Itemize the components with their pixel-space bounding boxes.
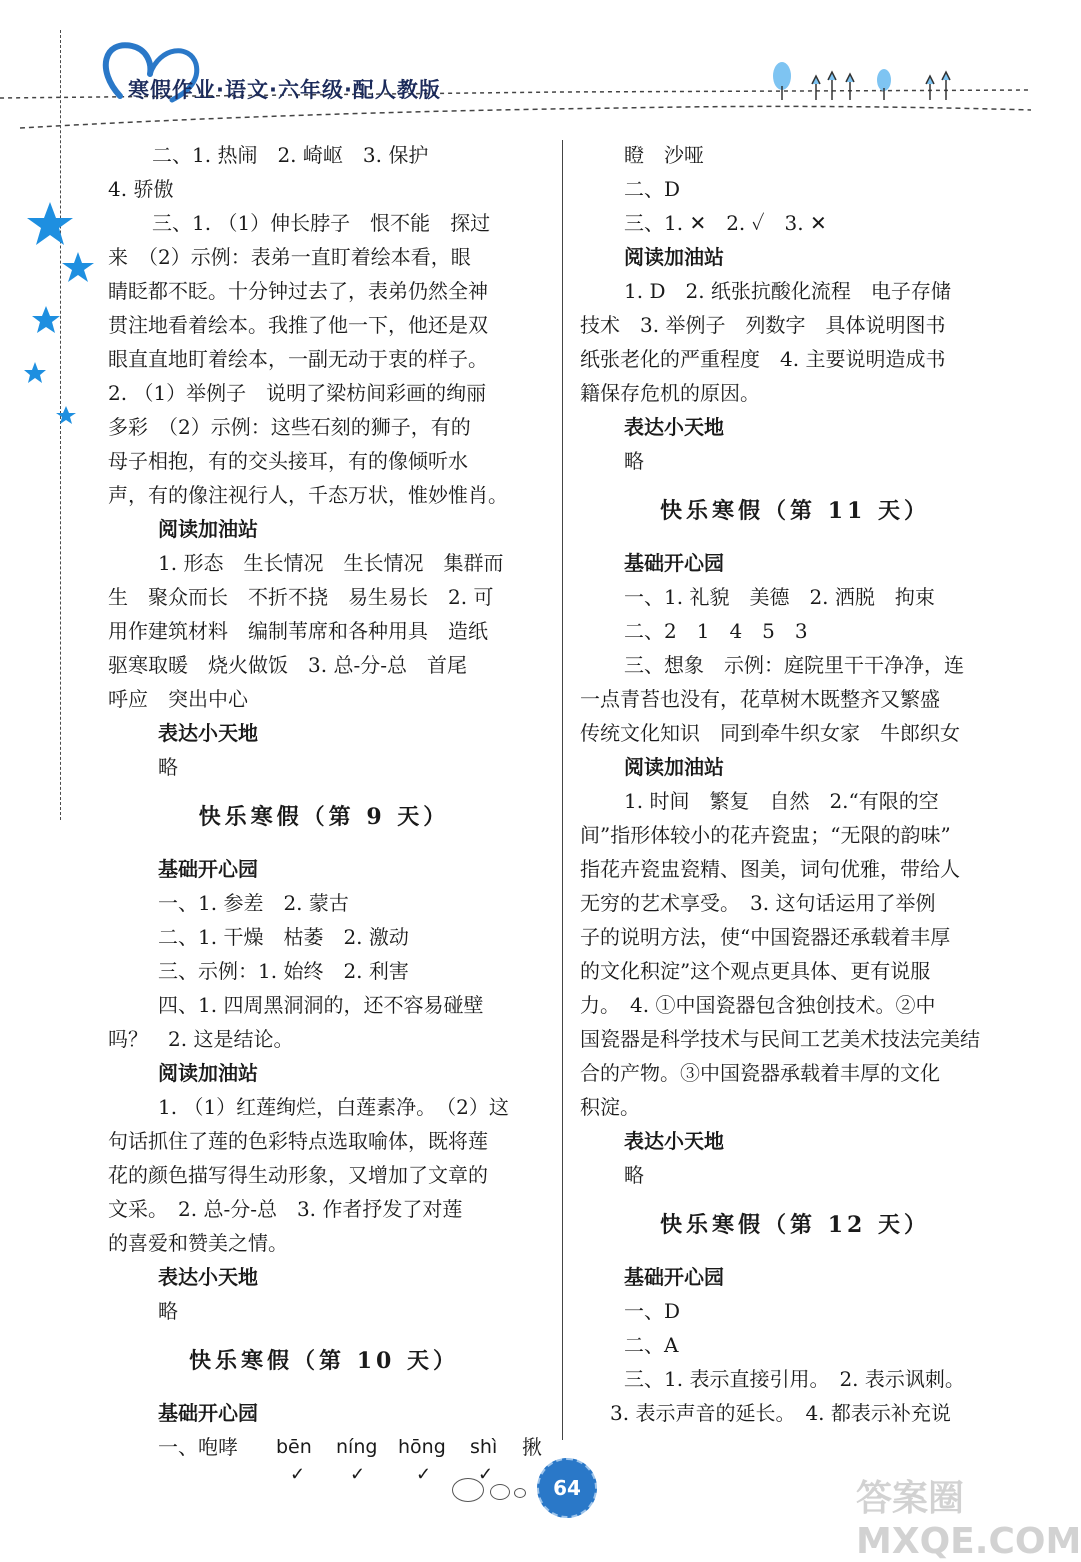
answer-line: 生 聚众而长 不折不挠 易生易长 2. 可 xyxy=(108,585,494,609)
answer-line: 瞪 沙哑 xyxy=(624,143,704,167)
answer-line: 1. D 2. 纸张抗酸化流程 电子存储 xyxy=(624,279,951,303)
answer-line: 三、1. 表示直接引用。 2. 表示讽刺。 xyxy=(624,1367,965,1391)
answer-line: 1. 形态 生长情况 生长情况 集群而 xyxy=(158,551,504,575)
day-title: 快乐寒假（第 9 天） xyxy=(198,804,450,830)
section-heading: 阅读加油站 xyxy=(624,245,724,269)
answer-line: 多彩 （2）示例：这些石刻的狮子，有的 xyxy=(108,415,471,439)
pinyin-line xyxy=(108,1430,540,1464)
answer-line: 的文化积淀”这个观点更具体、更有说服 xyxy=(580,959,931,983)
right-column xyxy=(580,138,1010,1430)
pinyin-word: níng xyxy=(336,1436,378,1458)
star-icon xyxy=(24,202,94,424)
day-title: 快乐寒假（第 10 天） xyxy=(189,1348,459,1374)
answer-line: 三、1. （1）伸长脖子 恨不能 探过 xyxy=(152,211,491,235)
pinyin-word: bēn xyxy=(276,1436,312,1458)
left-column xyxy=(108,138,540,1488)
answer-line: 无穷的艺术享受。 3. 这句话运用了举例 xyxy=(580,891,936,915)
answer-line: 略 xyxy=(624,449,644,473)
answer-line: 三、示例：1. 始终 2. 利害 xyxy=(158,959,409,983)
page-header xyxy=(0,0,1031,140)
section-heading: 表达小天地 xyxy=(158,1265,258,1289)
pinyin-word: shì xyxy=(470,1436,498,1458)
answer-line: 略 xyxy=(158,755,178,779)
answer-line: 合的产物。③中国瓷器承载着丰厚的文化 xyxy=(580,1061,940,1085)
section-heading: 阅读加油站 xyxy=(158,1061,258,1085)
section-heading: 阅读加油站 xyxy=(158,517,258,541)
answer-line: 国瓷器是科学技术与民间工艺美术技法完美结 xyxy=(580,1027,980,1051)
column-divider xyxy=(562,140,563,1440)
header-title: 寒假作业·语文·六年级·配人教版 xyxy=(128,78,441,102)
section-heading: 基础开心园 xyxy=(624,551,724,575)
answer-line: 间”指形体较小的花卉瓷盅；“无限的韵味” xyxy=(580,823,951,847)
check-icon: ✓ xyxy=(416,1464,432,1485)
answer-line: 眼直直地盯着绘本，一副无动于衷的样子。 xyxy=(108,347,488,371)
footer-circle xyxy=(452,1478,484,1502)
answer-line: 来 （2）示例：表弟一直盯着绘本看，眼 xyxy=(108,245,471,269)
answer-line: 技术 3. 举例子 列数字 具体说明图书 xyxy=(580,313,946,337)
answer-line: 子的说明方法，使“中国瓷器还承载着丰厚 xyxy=(580,925,951,949)
answer-line: 呼应 突出中心 xyxy=(108,687,248,711)
answer-line: 略 xyxy=(158,1299,178,1323)
answer-line: 母子相抱，有的交头接耳，有的像倾听水 xyxy=(108,449,468,473)
answer-line: 传统文化知识 同到牵牛织女家 牛郎织女 xyxy=(580,721,960,745)
section-heading: 基础开心园 xyxy=(158,857,258,881)
answer-line: 2. （1）举例子 说明了梁枋间彩画的绚丽 xyxy=(108,381,487,405)
answer-line: 四、1. 四周黑洞洞的，还不容易碰壁 xyxy=(158,993,484,1017)
answer-line: 三、想象 示例：庭院里干干净净，连 xyxy=(624,653,964,677)
answer-line: 驱寒取暖 烧火做饭 3. 总-分-总 首尾 xyxy=(108,653,467,677)
answer-line: 一点青苔也没有，花草树木既整齐又繁盛 xyxy=(580,687,940,711)
answer-line: 声，有的像注视行人，千态万状，惟妙惟肖。 xyxy=(108,483,508,507)
answer-line: 纸张老化的严重程度 4. 主要说明造成书 xyxy=(580,347,946,371)
answer-line: 籍保存危机的原因。 xyxy=(580,381,760,405)
section-heading: 阅读加油站 xyxy=(624,755,724,779)
section-heading: 表达小天地 xyxy=(158,721,258,745)
section-heading: 基础开心园 xyxy=(624,1265,724,1289)
answer-line: 一、1. 礼貌 美德 2. 洒脱 拘束 xyxy=(624,585,935,609)
check-icon: ✓ xyxy=(350,1464,366,1485)
answer-line: 积淀。 xyxy=(580,1095,640,1119)
header-decoration xyxy=(0,0,1031,140)
section-heading: 基础开心园 xyxy=(158,1401,258,1425)
answer-line: 二、1. 热闹 2. 崎岖 3. 保护 xyxy=(152,143,429,167)
answer-line: 句话抓住了莲的色彩特点选取喻体，既将莲 xyxy=(108,1129,488,1153)
footer-circle xyxy=(514,1488,526,1498)
footer-circle xyxy=(490,1484,510,1500)
answer-line: 文采。 2. 总-分-总 3. 作者抒发了对莲 xyxy=(108,1197,463,1221)
answer-line: 4. 骄傲 xyxy=(108,177,174,201)
section-heading: 表达小天地 xyxy=(624,1129,724,1153)
answer-line: 二、D xyxy=(624,177,681,201)
stars-decoration xyxy=(10,190,110,650)
check-icon: ✓ xyxy=(290,1464,306,1485)
check-icon: ✓ xyxy=(478,1464,494,1485)
answer-line: 二、2 1 4 5 3 xyxy=(624,619,808,643)
answer-line: 花的颜色描写得生动形象，又增加了文章的 xyxy=(108,1163,488,1187)
answer-line: 3. 表示声音的延长。 4. 都表示补充说 xyxy=(610,1401,951,1425)
answer-line: 睛眨都不眨。十分钟过去了，表弟仍然全神 xyxy=(108,279,488,303)
answer-line: 一、1. 参差 2. 蒙古 xyxy=(158,891,349,915)
answer-line: 1. （1）红莲绚烂，白莲素净。 （2）这 xyxy=(158,1095,509,1119)
answer-line: 二、A xyxy=(624,1333,679,1357)
watermark: 答案圈 MXQE.COM xyxy=(856,1478,1081,1562)
answer-line: 1. 时间 繁复 自然 2.“有限的空 xyxy=(624,789,939,813)
answer-line: 贯注地看着绘本。我推了他一下，他还是双 xyxy=(108,313,488,337)
answer-line: 一、D xyxy=(624,1299,681,1323)
answer-line: 二、1. 干燥 枯萎 2. 激动 xyxy=(158,925,409,949)
page-number: 64 xyxy=(537,1458,597,1518)
day-title: 快乐寒假（第 11 天） xyxy=(660,498,930,524)
answer-line: 的喜爱和赞美之情。 xyxy=(108,1231,288,1255)
section-heading: 表达小天地 xyxy=(624,415,724,439)
answer-line: 指花卉瓷盅瓷精、图美，词句优雅，带给人 xyxy=(580,857,960,881)
answer-line: 三、1. ✕ 2. ✓ 3. ✕ xyxy=(624,211,827,235)
answer-line: 略 xyxy=(624,1163,644,1187)
answer-prefix: 一、咆哮 xyxy=(158,1435,238,1459)
answer-suffix: 揪 xyxy=(522,1435,542,1459)
answer-line: 用作建筑材料 编制苇席和各种用具 造纸 xyxy=(108,619,488,643)
pinyin-word: hōng xyxy=(398,1436,446,1458)
answer-line: 力。 4. ①中国瓷器包含独创技术。②中 xyxy=(580,993,936,1017)
answer-line: 吗？ 2. 这是结论。 xyxy=(108,1027,294,1051)
day-title: 快乐寒假（第 12 天） xyxy=(660,1212,930,1238)
